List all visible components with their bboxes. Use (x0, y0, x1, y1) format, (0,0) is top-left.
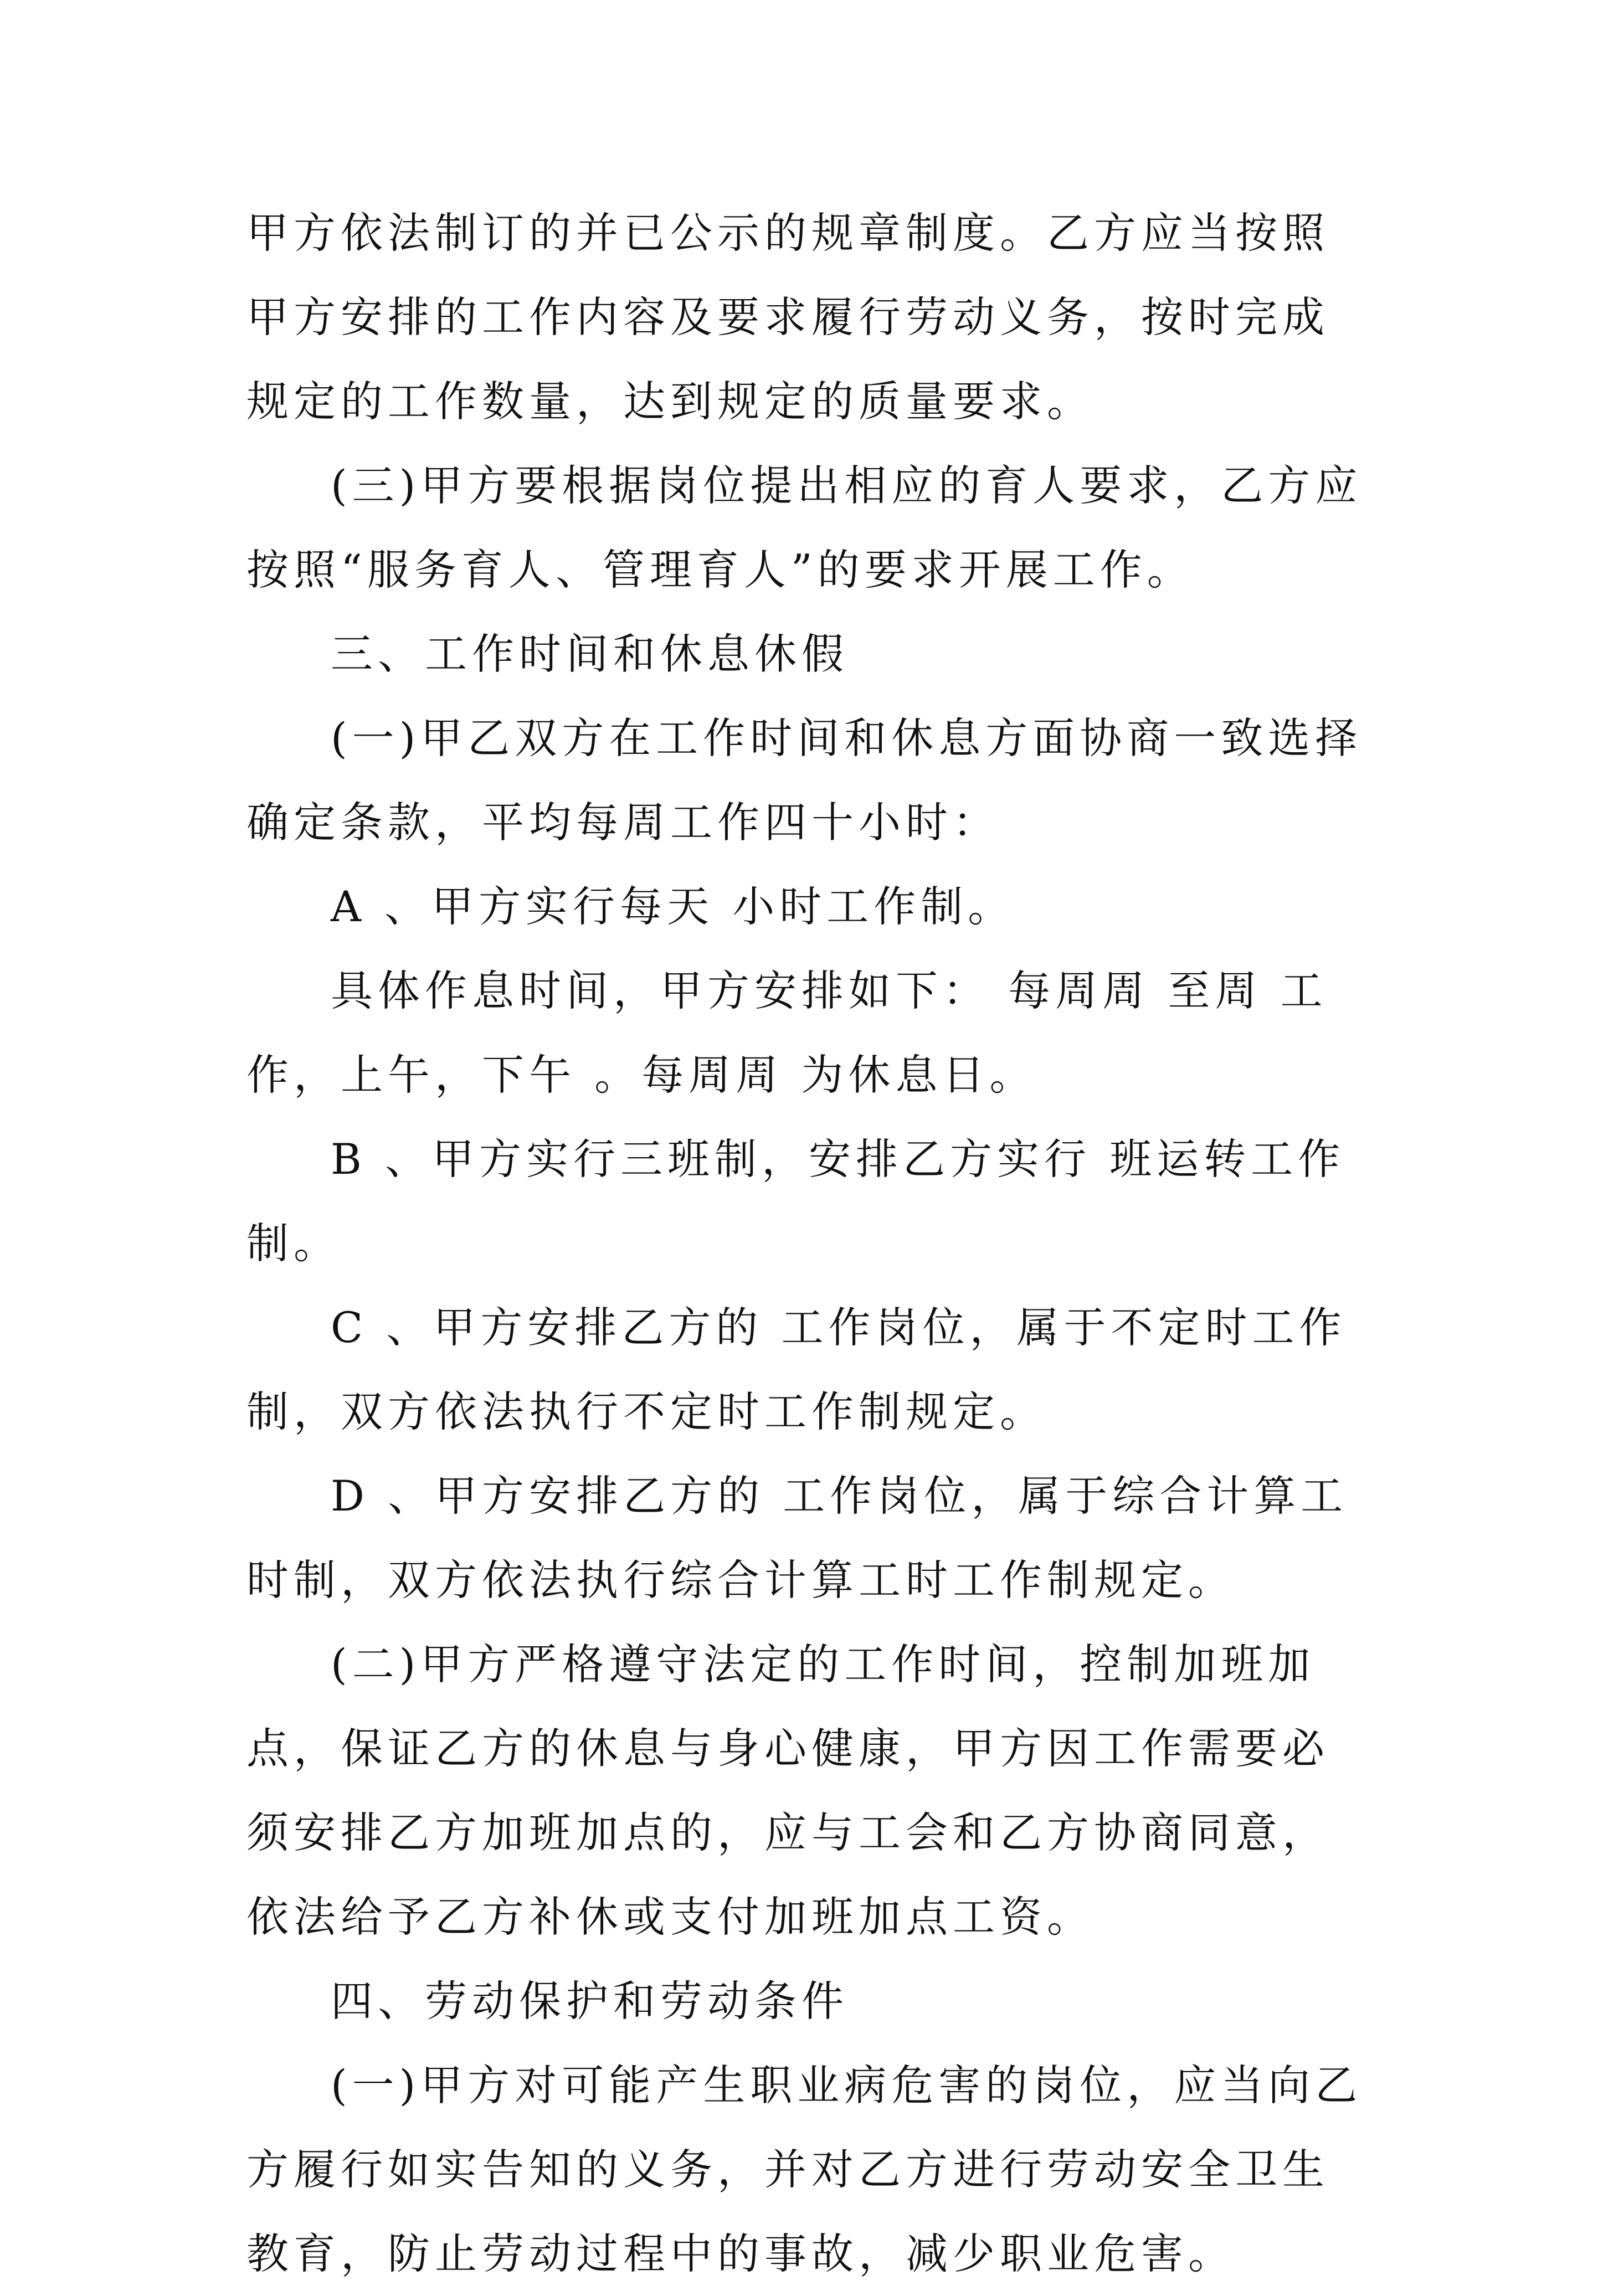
document-body (246, 191, 1365, 2296)
option-d: D 、甲方安排乙方的 工作岗位，属于综合计算工时制，双方依法执行综合计算工时工作制规定。 (246, 1471, 1348, 1605)
section-heading-labor-protection: 四、劳动保护和劳动条件 (331, 1976, 849, 2026)
paragraph-clause-2-3: (三)甲方要根据岗位提出相应的育人要求，乙方应按照“服务育人、管理育人”的要求开展工作。 (246, 461, 1363, 594)
option-c: C 、甲方安排乙方的 工作岗位，属于不定时工作制，双方依法执行不定时工作制规定。 (246, 1303, 1347, 1436)
option-a: A 、甲方实行每天 小时工作制。 (331, 882, 1015, 931)
paragraph-schedule-details: 具体作息时间，甲方安排如下： 每周周 至周 工作，上午，下午 。每周周 为休息日。 (246, 966, 1328, 1100)
section-heading-working-hours: 三、工作时间和休息休假 (331, 629, 849, 679)
paragraph-rules-continuation: 甲方依法制订的并已公示的规章制度。乙方应当按照甲方安排的工作内容及要求履行劳动义务，按时完成规定的工作数量，达到规定的质量要求。 (246, 208, 1329, 426)
paragraph-clause-3-2: (二)甲方严格遵守法定的工作时间，控制加班加点，保证乙方的休息与身心健康，甲方因工作需要必须安排乙方加班加点的，应与工会和乙方协商同意，依法给予乙方补休或支付加班加点工资。 (246, 1640, 1329, 1941)
option-b: B 、甲方实行三班制，安排乙方实行 班运转工作制。 (246, 1134, 1345, 1268)
paragraph-clause-4-1: (一)甲方对可能产生职业病危害的岗位，应当向乙方履行如实告知的义务，并对乙方进行劳动安全卫生教育，防止劳动过程中的事故，减少职业危害。 (246, 2061, 1363, 2278)
paragraph-clause-3-1: (一)甲乙双方在工作时间和休息方面协商一致选择确定条款，平均每周工作四十小时： (246, 713, 1363, 847)
